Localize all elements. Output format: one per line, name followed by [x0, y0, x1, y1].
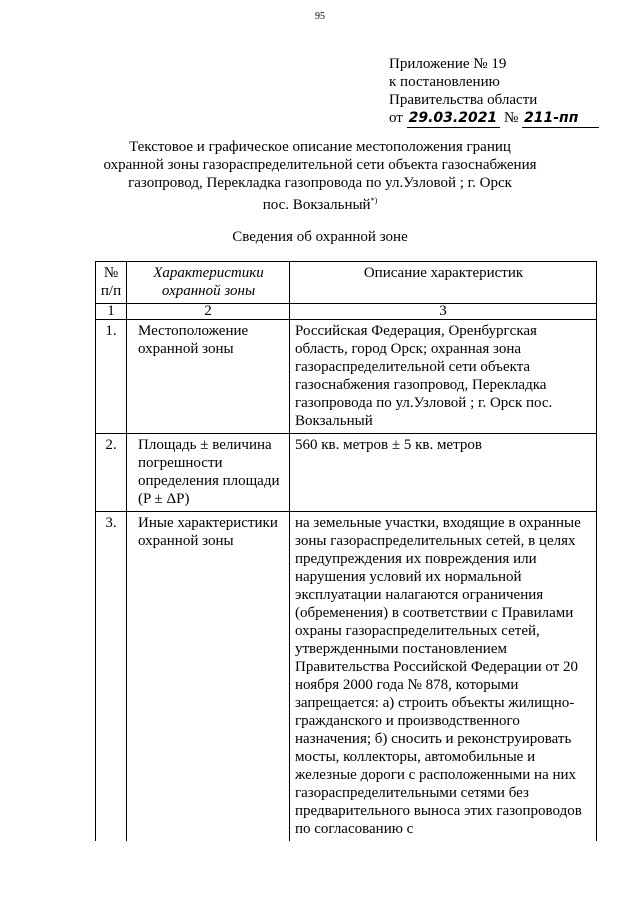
table-header-row	[96, 262, 597, 304]
col-number-1: 1	[96, 304, 127, 320]
row-characteristic: Местоположение охранной зоны	[127, 320, 290, 434]
date-prefix: от	[389, 110, 403, 126]
row-number: 2.	[96, 434, 127, 512]
header-number: № п/п	[96, 262, 127, 304]
title-line-1: Текстовое и графическое описание местоположения границ	[129, 139, 511, 155]
handwritten-number: 211-пп	[522, 109, 599, 128]
annex-block	[389, 55, 599, 128]
table-row	[96, 512, 597, 842]
footnote-mark: *)	[370, 196, 378, 205]
row-number: 1.	[96, 320, 127, 434]
section-subtitle: Сведения об охранной зоне	[232, 229, 408, 245]
row-characteristic: Площадь ± величина погрешности определения площади (P ± ΔP)	[127, 434, 290, 512]
table-row	[96, 434, 597, 512]
annex-line-1: Приложение № 19	[389, 56, 507, 72]
header-characteristic: Характеристики охранной зоны	[127, 262, 290, 304]
title-line-3: газопровод, Перекладка газопровода по ул.Узловой ; г. Орск	[128, 175, 512, 191]
table-row	[96, 320, 597, 434]
title-line-4	[0, 192, 640, 214]
title-line-2: охранной зоны газораспределительной сети объекта газоснабжения	[103, 157, 537, 173]
document-title	[0, 138, 640, 214]
row-number: 3.	[96, 512, 127, 842]
title-line-4-text: пос. Вокзальный	[262, 197, 371, 213]
column-numbers-row	[96, 304, 597, 320]
page-number: 95	[315, 11, 325, 22]
col-number-3: 3	[290, 304, 597, 320]
number-prefix: №	[503, 110, 519, 126]
col-number-2: 2	[127, 304, 290, 320]
row-description: на земельные участки, входящие в охранные зоны газораспределительных сетей, в целях предупреждения их повреждения или нарушения условий их нормальной эксплуатации налагаются ограничения (обременения) в соответствии с Правилами охраны газораспределительных сетей, утвержденными постановлением Правительства Российской Федерации от 20 ноября 2000 года № 878, которыми запрещается: а) строить объекты жилищно-гражданского и производственного назначения; б) сносить и реконструировать мосты, коллекторы, автомобильные и железные дороги с расположенными на них газораспределительными сетями без предварительного выноса этих газопроводов по согласованию с	[290, 512, 597, 842]
handwritten-date: 29.03.2021	[407, 109, 501, 128]
annex-date-line	[389, 109, 599, 128]
row-characteristic: Иные характеристики охранной зоны	[127, 512, 290, 842]
zone-info-table	[95, 261, 597, 841]
row-description: 560 кв. метров ± 5 кв. метров	[290, 434, 597, 512]
row-description: Российская Федерация, Оренбургская область, город Орск; охранная зона газораспределительной сети объекта газоснабжения газопровод, Перекладка газопровода по ул.Узловой ; г. Орск пос. Вокзальный	[290, 320, 597, 434]
annex-line-2: к постановлению	[389, 74, 500, 90]
header-description: Описание характеристик	[290, 262, 597, 304]
annex-line-3: Правительства области	[389, 92, 538, 108]
